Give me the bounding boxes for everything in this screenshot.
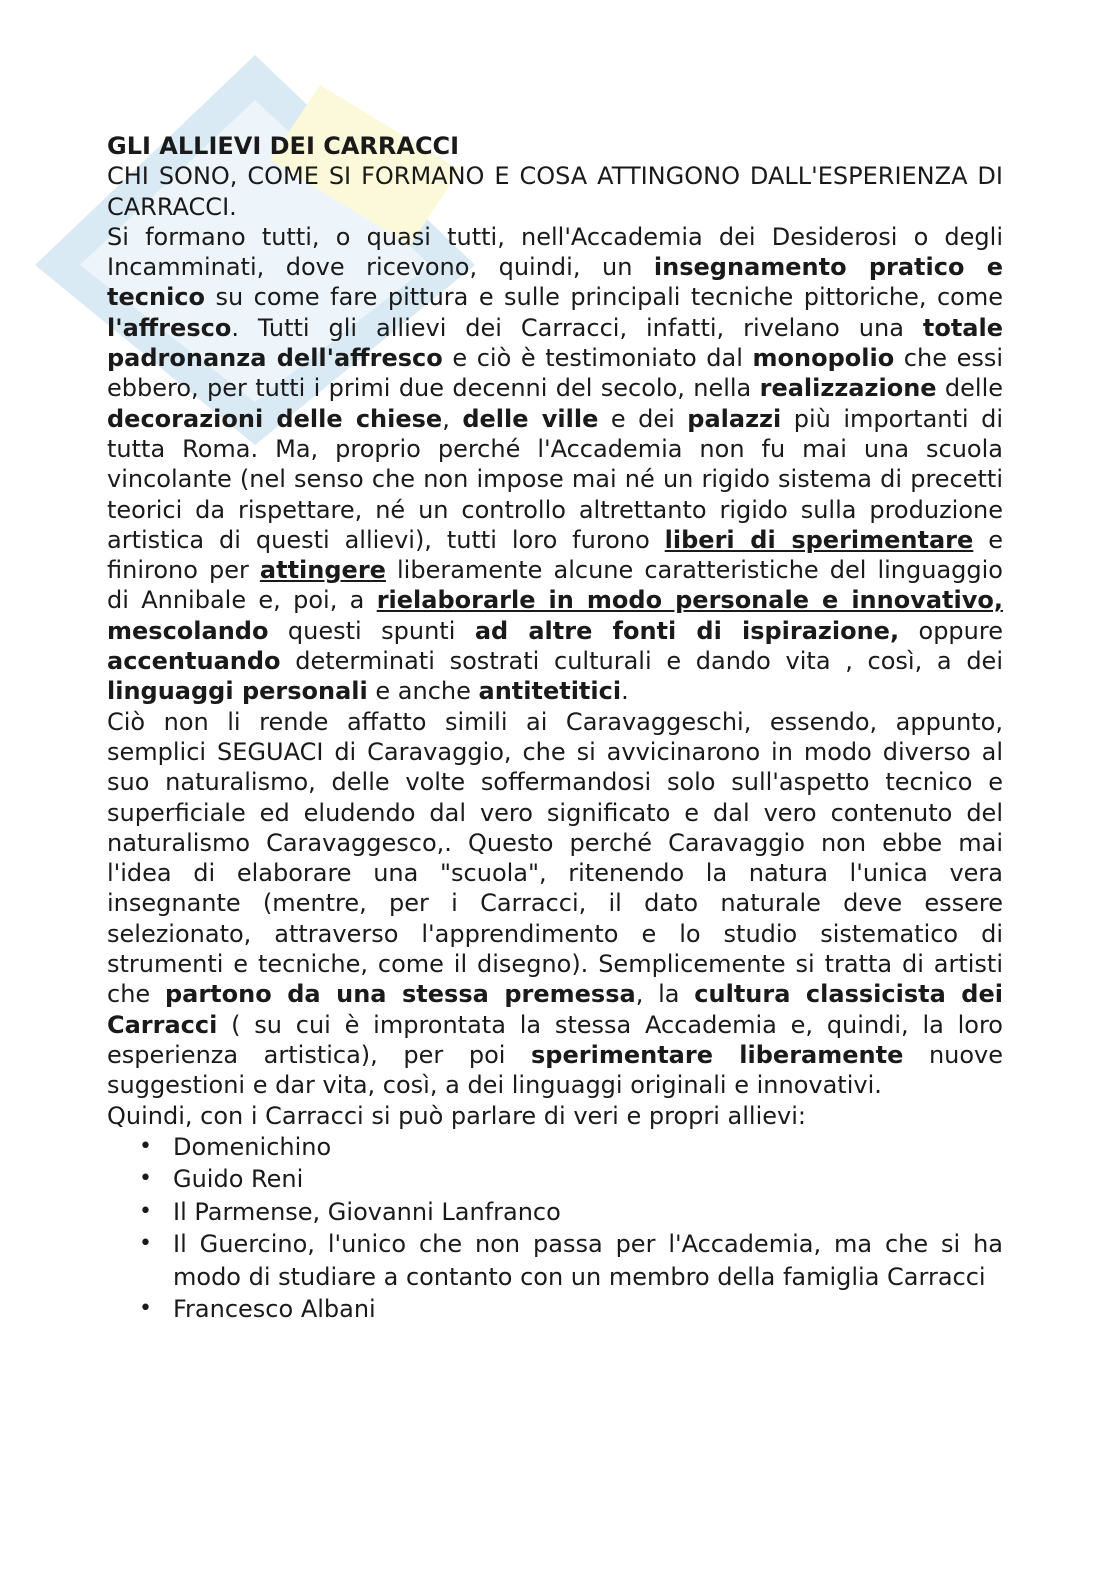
list-item: • Domenichino — [173, 1131, 1003, 1164]
paragraph-formazione: Si formano tutti, o quasi tutti, nell'Accademia dei Desiderosi o degli Incamminati, dove ricevono, quindi, un insegnamento pratico e tecnico su come fare pittura e sulle principali tecniche pittoriche, come l'affresco. Tutti gli allievi dei Carracci, infatti, rivelano una totale padronanza dell'affresco e ciò è testimoniato dal monopolio che essi ebbero, per tutti i primi due decenni del secolo, nella realizzazione delle decorazioni delle chiese, delle ville e dei palazzi più importanti di tutta Roma. Ma, proprio perché l'Accademia non fu mai una scuola vincolante (nel senso che non impose mai né un rigido sistema di precetti teorici da rispettare, né un controllo altrettanto rigido sulla produzione artistica di questi allievi), tutti loro furono liberi di sperimentare e finirono per attingere liberamente alcune caratteristiche del linguaggio di Annibale e, poi, a rielaborarle in modo personale e innovativo, mescolando questi spunti ad altre fonti di ispirazione, oppure accentuando determinati sostrati culturali e dando vita , così, a dei linguaggi personali e anche antitetitici. — [107, 222, 1004, 706]
document-page — [107, 131, 1003, 1326]
list-intro: Quindi, con i Carracci si può parlare di veri e propri allievi: — [107, 1101, 806, 1130]
list-item: • Francesco Albani — [173, 1293, 1003, 1326]
paragraph-caravaggeschi: Ciò non li rende affatto simili ai Caravaggeschi, essendo, appunto, semplici SEGUACI di Caravaggio, che si avvicinarono in modo diverso al suo naturalismo, delle volte soffermandosi solo sull'aspetto tecnico e superficiale ed eludendo dal vero significato e dal vero contenuto del naturalismo Caravaggesco,. Questo perché Caravaggio non ebbe mai l'idea di elaborare una "scuola", ritenendo la natura l'unica vera insegnante (mentre, per i Carracci, il dato naturale deve essere selezionato, attraverso l'apprendimento e lo studio sistematico di strumenti e tecniche, come il disegno). Semplicemente si tratta di artisti che partono da una stessa premessa, la cultura classicista dei Carracci ( su cui è improntata la stessa Accademia e, quindi, la loro esperienza artistica), per poi sperimentare liberamente nuove suggestioni e dar vita, così, a dei linguaggi originali e innovativi. — [107, 707, 1004, 1100]
list-item: • Guido Reni — [173, 1163, 1003, 1196]
document-subtitle: CHI SONO, COME SI FORMANO E COSA ATTINGONO DALL'ESPERIENZA DI CARRACCI. — [107, 162, 1003, 221]
document-title: GLI ALLIEVI DEI CARRACCI — [107, 132, 460, 160]
list-item: • Il Parmense, Giovanni Lanfranco — [173, 1196, 1003, 1229]
list-item: • Il Guercino, l'unico che non passa per l'Accademia, ma che si ha modo di studiare a contanto con un membro della famiglia Carracci — [173, 1228, 1003, 1293]
students-list — [107, 1131, 1003, 1326]
